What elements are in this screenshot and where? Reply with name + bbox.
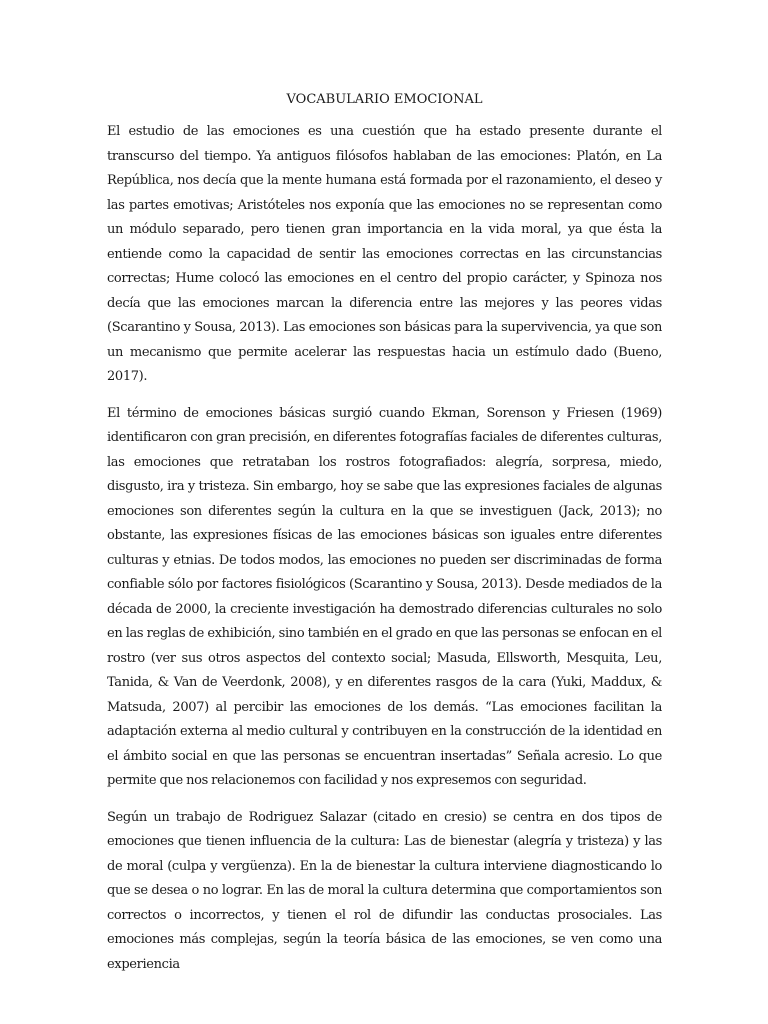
document-title: VOCABULARIO EMOCIONAL (286, 92, 483, 107)
paragraph-1: El estudio de las emociones es una cuestión que ha estado presente durante el transcurso del tiempo. Ya antiguos filósofos hablaban de las emociones: Platón, en La República, nos decía que la mente humana está formada por el razonamiento, el deseo y las partes emotivas; Aristóteles nos exponía que las emociones no se representan como un módulo separado, pero tienen gran importancia en la vida moral, ya que ésta la entiende como la capacidad de sentir las emociones correctas en las circunstancias correctas; Hume colocó las emociones en el centro del propio carácter, y Spinoza nos decía que las emociones marcan la diferencia entre las mejores y las peores vidas (Scarantino y Sousa, 2013). Las emociones son básicas para la supervivencia, ya que son un mecanismo que permite acelerar las respuestas hacia un estímulo dado (Bueno, 2017). (107, 124, 662, 384)
paragraph-3: Según un trabajo de Rodriguez Salazar (citado en cresio) se centra en dos tipos de emociones que tienen influencia de la cultura: Las de bienestar (alegría y tristeza) y las de moral (culpa y vergüenza). En la de bienestar la cultura interviene diagnosticando lo que se desea o no lograr. En las de moral la cultura determina que comportamientos son correctos o incorrectos, y tienen el rol de difundir las conductas prosociales. Las emociones más complejas, según la teoría básica de las emociones, se ven como una experiencia (107, 809, 662, 972)
paragraph-2: El término de emociones básicas surgió cuando Ekman, Sorenson y Friesen (1969) identificaron con gran precisión, en diferentes fotografías faciales de diferentes culturas, las emociones que retrataban los rostros fotografiados: alegría, sorpresa, miedo, disgusto, ira y tristeza. Sin embargo, hoy se sabe que las expresiones faciales de algunas emociones son diferentes según la cultura en la que se investiguen (Jack, 2013); no obstante, las expresiones físicas de las emociones básicas son iguales entre diferentes culturas y etnias. De todos modos, las emociones no pueden ser discriminadas de forma confiable sólo por factores fisiológicos (Scarantino y Sousa, 2013). Desde mediados de la década de 2000, la creciente investigación ha demostrado diferencias culturales no solo en las reglas de exhibición, sino también en el grado en que las personas se enfocan en el rostro (ver sus otros aspectos del contexto social; Masuda, Ellsworth, Mesquita, Leu, Tanida, & Van de Veerdonk, 2008), y en diferentes rasgos de la cara (Yuki, Maddux, & Matsuda, 2007) al percibir las emociones de los demás. “Las emociones facilitan la adaptación externa al medio cultural y contribuyen en la construcción de la identidad en el ámbito social en que las personas se encuentran insertadas” Señala acresio. Lo que permite que nos relacionemos con facilidad y nos expresemos con seguridad. (107, 405, 662, 788)
